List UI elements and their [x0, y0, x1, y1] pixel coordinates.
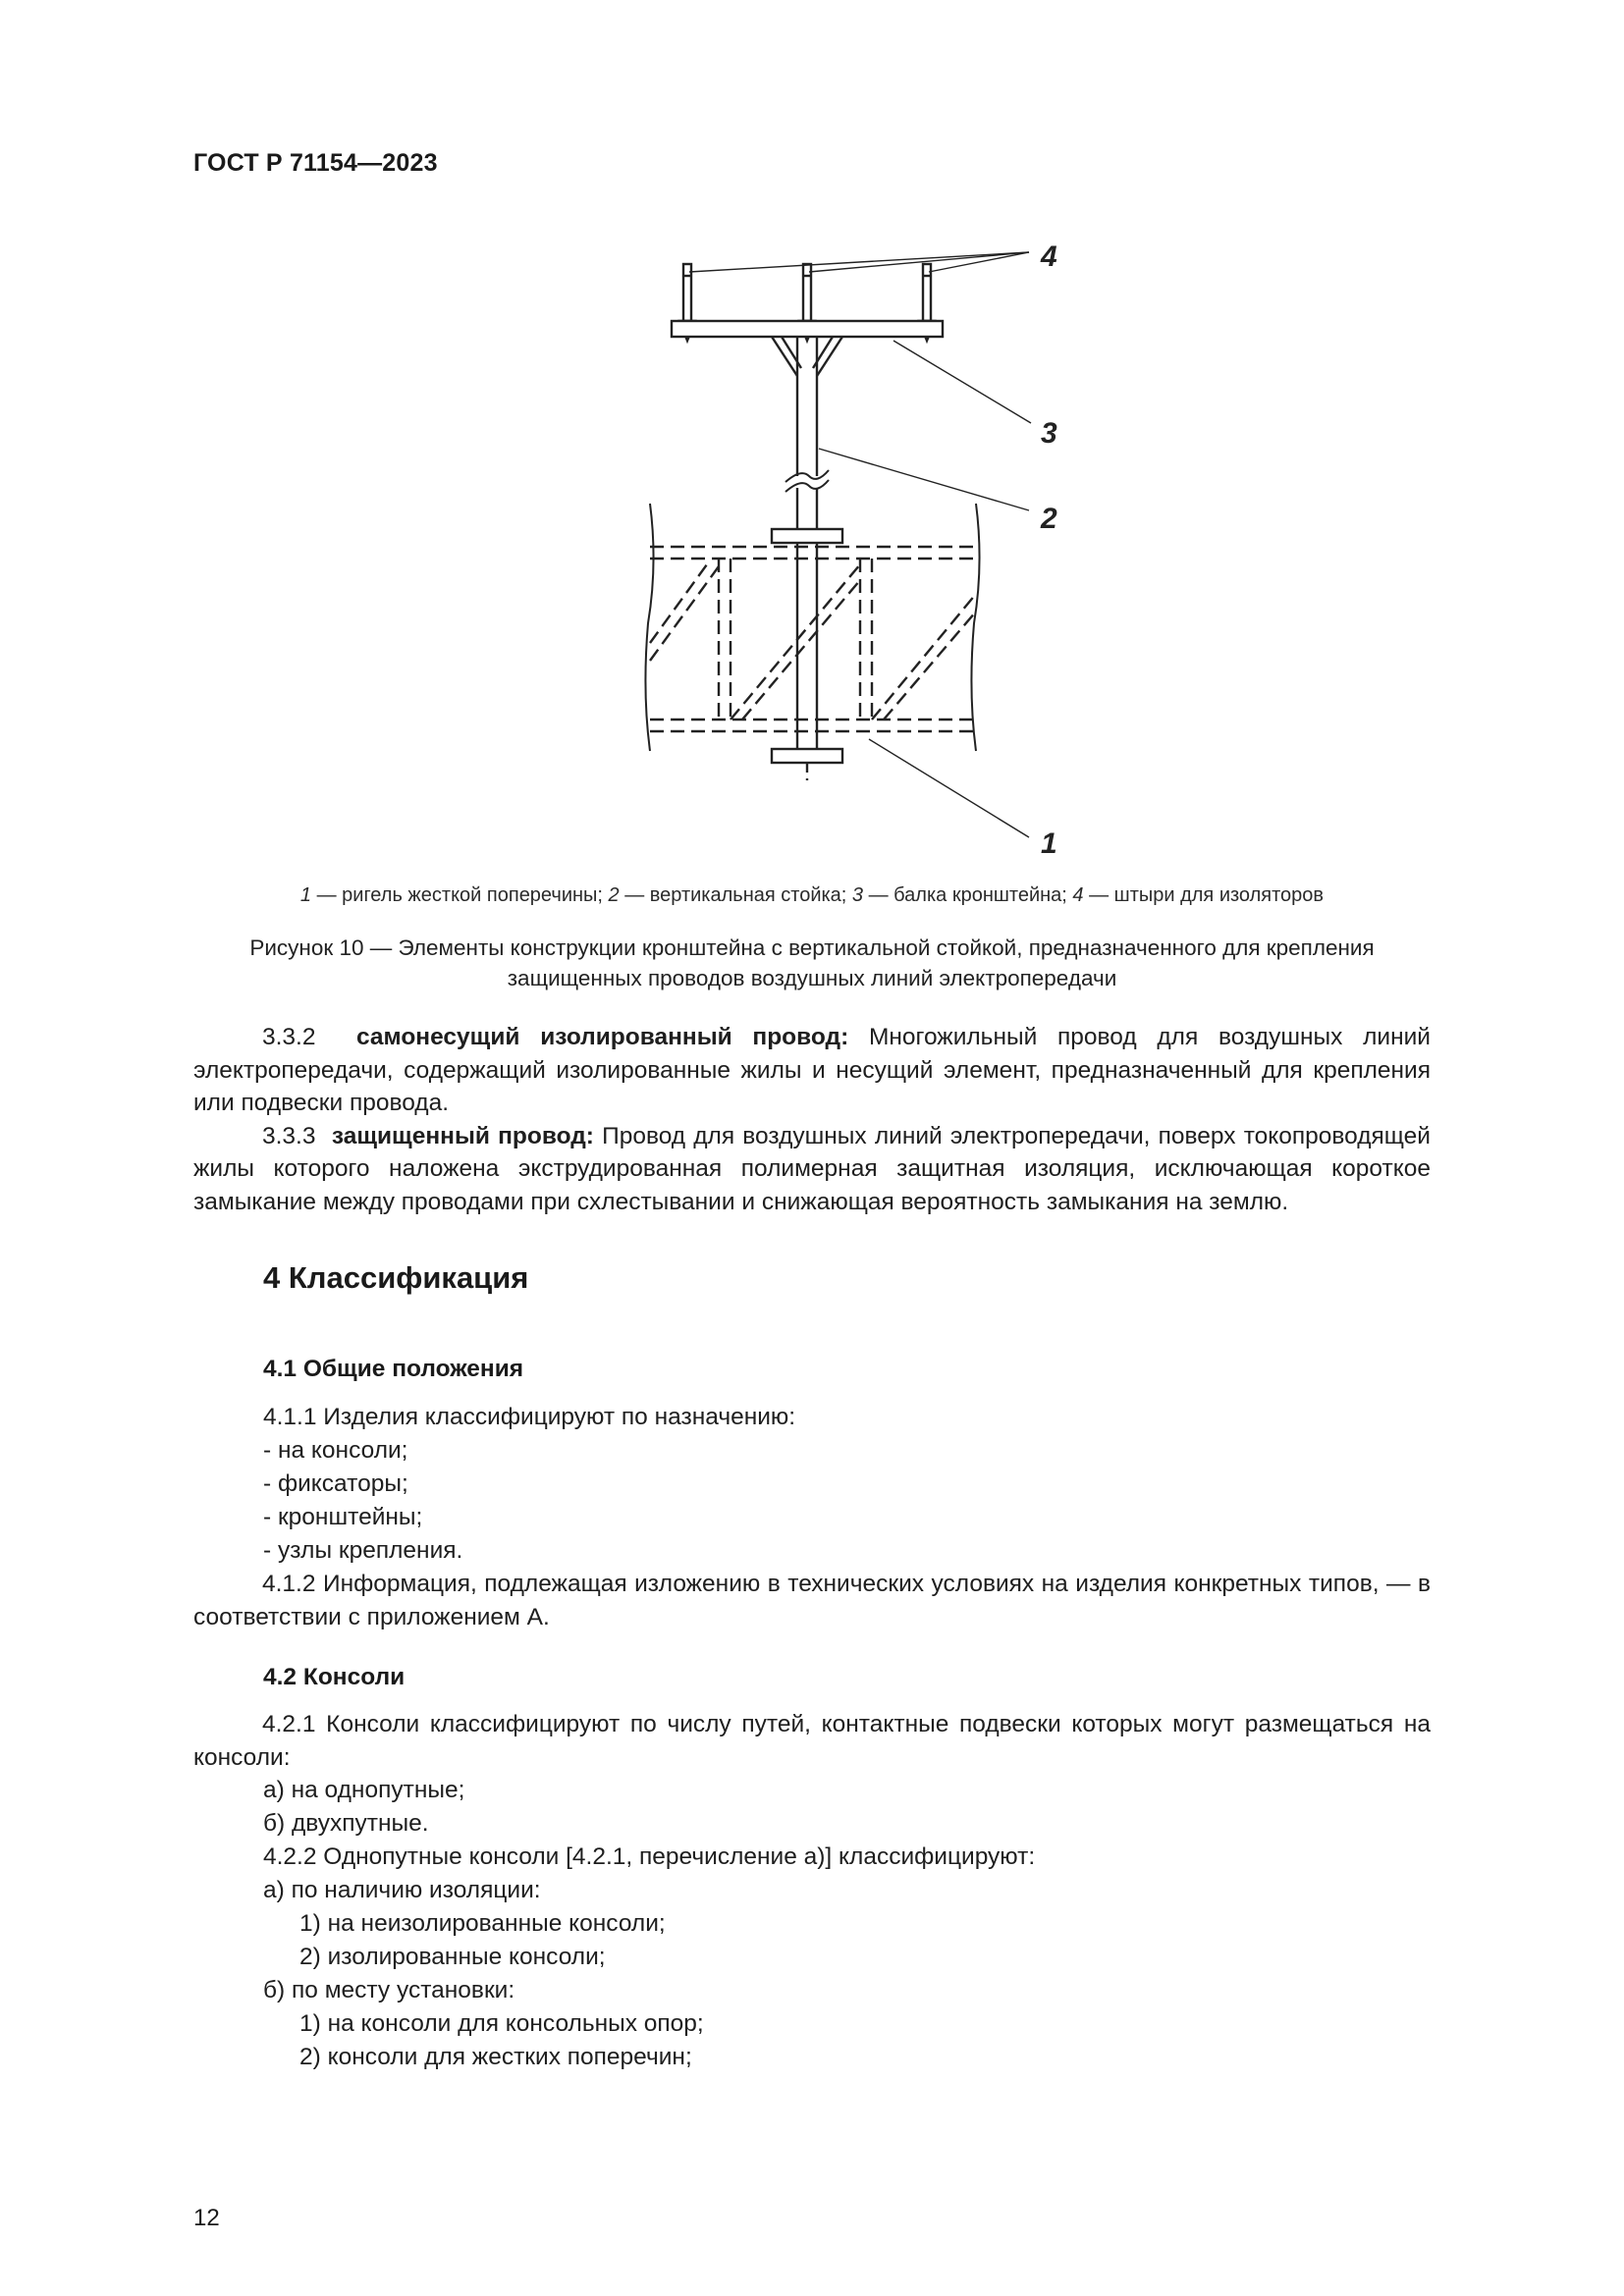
- list-item: - узлы крепления.: [263, 1537, 463, 1564]
- def-term: защищенный провод:: [331, 1122, 594, 1149]
- list-item: б) двухпутные.: [263, 1810, 429, 1837]
- legend-num-3: 3: [851, 884, 864, 906]
- bracket-diagram: [628, 231, 1080, 869]
- definitions: [193, 1021, 1431, 1218]
- list-item: а) по наличию изоляции:: [263, 1877, 541, 1903]
- clause-4-1-1: 4.1.1 Изделия классифицируют по назначению:: [263, 1404, 796, 1430]
- legend-text-3: — балка кронштейна;: [863, 884, 1073, 906]
- clause-4-2-2: 4.2.2 Однопутные консоли [4.2.1, перечисление а)] классифицируют:: [263, 1843, 1036, 1870]
- figure-legend: [193, 884, 1431, 907]
- definition-3-3-3: [193, 1120, 1431, 1219]
- bottom-plate: [772, 749, 842, 763]
- sub-list-item: 1) на неизолированные консоли;: [299, 1910, 666, 1937]
- section-4-1-content: [193, 1401, 1431, 1633]
- legend-num-2: 2: [608, 884, 620, 906]
- legend-text-1: — ригель жесткой поперечины;: [311, 884, 609, 906]
- crossbar-truss: [650, 547, 976, 731]
- legend-text-2: — вертикальная стойка;: [619, 884, 852, 906]
- callout-3: 3: [1041, 417, 1057, 450]
- clause-4-1-2: 4.1.2 Информация, подлежащая изложению в технических условиях на изделия конкретных типов, — в соответствии с приложением А.: [193, 1571, 1431, 1630]
- bracket-beam: [672, 321, 943, 337]
- list-item: а) на однопутные;: [263, 1777, 465, 1803]
- top-plate: [772, 529, 842, 543]
- legend-num-1: 1: [299, 884, 312, 906]
- callout-2: 2: [1041, 503, 1057, 535]
- section-4-2-content: [193, 1708, 1431, 2074]
- def-num: 3.3.3: [262, 1122, 316, 1149]
- callout-1: 1: [1041, 828, 1057, 860]
- list-item: - на консоли;: [263, 1437, 408, 1464]
- sub-list-item: 2) изолированные консоли;: [299, 1944, 606, 1970]
- def-num: 3.3.2: [262, 1024, 316, 1050]
- figure-caption: [193, 933, 1431, 993]
- list-item: б) по месту установки:: [263, 1977, 515, 2003]
- caption-line-2: защищенных проводов воздушных линий электропередачи: [507, 966, 1117, 990]
- list-item: - фиксаторы;: [263, 1470, 408, 1497]
- caption-line-1: Рисунок 10 — Элементы конструкции кронштейна с вертикальной стойкой, предназначенного для крепления: [249, 935, 1375, 960]
- section-4-1-title: 4.1 Общие положения: [263, 1356, 524, 1382]
- list-item: - кронштейны;: [263, 1504, 423, 1530]
- def-text: Провод для воздушных линий электропередачи, поверх токопроводящей жилы которого наложена экструдированная полимерная защитная изоляция, исключающая короткое замыкание между проводами при схлестывании и снижающая вероятность замыкания на землю.: [193, 1122, 1431, 1215]
- section-4-2-title: 4.2 Консоли: [263, 1664, 406, 1690]
- definition-3-3-2: [193, 1021, 1431, 1120]
- sub-list-item: 1) на консоли для консольных опор;: [299, 2010, 704, 2037]
- legend-text-4: — штыри для изоляторов: [1083, 884, 1325, 906]
- page-number: 12: [193, 2205, 220, 2231]
- sub-list-item: 2) консоли для жестких поперечин;: [299, 2044, 692, 2070]
- def-text: Многожильный провод для воздушных линий электропередачи, содержащий изолированные жилы и несущий элемент, предназначенный для крепления или подвески провода.: [193, 1024, 1431, 1116]
- document-header: ГОСТ Р 71154—2023: [193, 149, 438, 177]
- figure-10-drawing: [628, 231, 1080, 869]
- clause-4-2-1: 4.2.1 Консоли классифицируют по числу путей, контактные подвески которых могут размещаться на консоли:: [193, 1711, 1431, 1771]
- section-4-title: 4 Классификация: [263, 1260, 529, 1295]
- def-term: самонесущий изолированный провод:: [355, 1024, 849, 1050]
- callout-4: 4: [1041, 240, 1057, 273]
- legend-num-4: 4: [1072, 884, 1084, 906]
